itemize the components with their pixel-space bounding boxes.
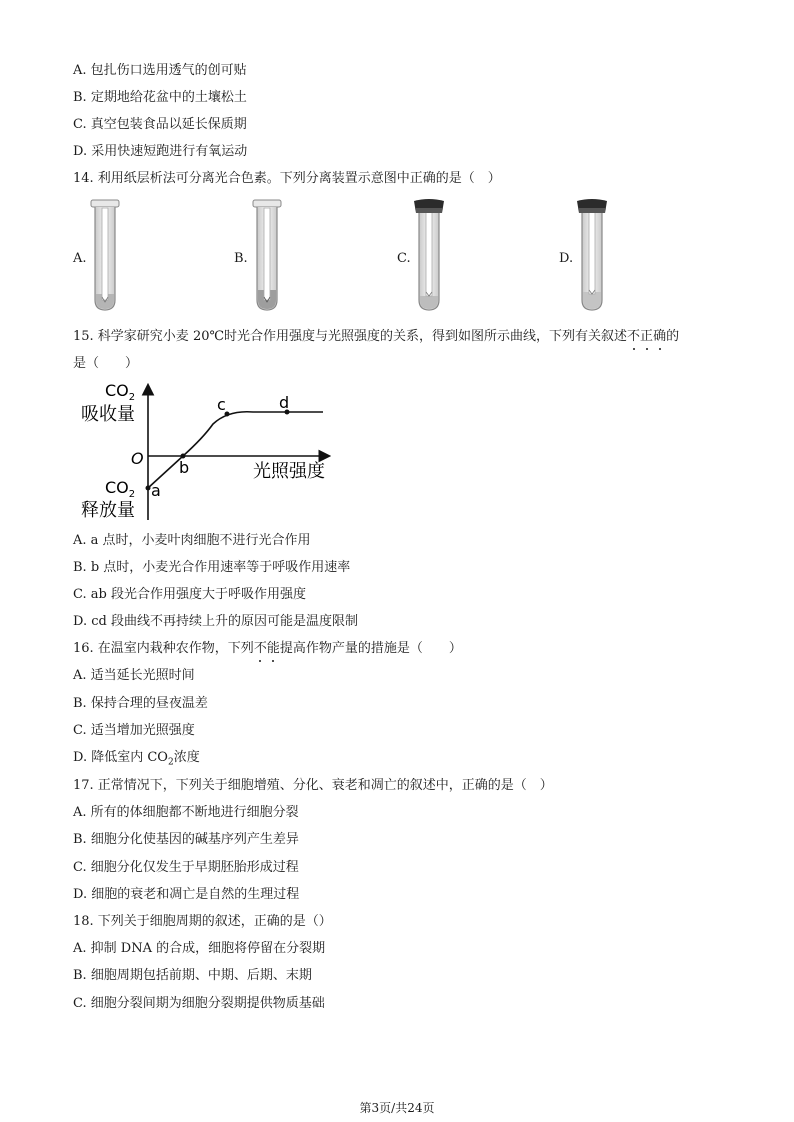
q13-option-b: B. 定期地给花盆中的土壤松土 [73,90,247,105]
q15-origin-label: O [131,449,144,468]
q15-stem-line1 [73,329,679,345]
q15-graph [73,380,343,522]
q15-point-a [146,486,151,491]
q16-option-d-sub: 2 [167,757,174,768]
q15-option-c: C. ab 段光合作用强度大于呼吸作用强度 [73,587,306,602]
q16-option-c: C. 适当增加光照强度 [73,723,195,738]
q15-label-a: a [151,481,161,500]
q14-tube-b [250,198,284,316]
q18-option-a: A. 抑制 DNA 的合成，细胞将停留在分裂期 [73,941,326,956]
q13-option-c: C. 真空包装食品以延长保质期 [73,117,247,132]
q15-emph-2: 正 [640,329,654,344]
q14-label-b: B. [234,251,248,266]
q16-stem [73,641,462,657]
q14-tube-c [411,198,447,316]
q15-option-d: D. cd 段曲线不再持续上升的原因可能是温度限制 [73,614,358,629]
q15-y-top-co: $CO_2$ [105,381,136,403]
q18-option-c: C. 细胞分裂间期为细胞分裂期提供物质基础 [73,996,325,1011]
q14-stem: 14. 利用纸层析法可分离光合色素。下列分离装置示意图中正确的是（ ） [73,171,501,186]
q15-y-top-label: 吸收量 [81,404,135,425]
q18-stem: 18. 下列关于细胞周期的叙述，正确的是（） [73,914,332,929]
q16-option-b: B. 保持合理的昼夜温差 [73,696,208,711]
q17-option-a: A. 所有的体细胞都不断地进行细胞分裂 [73,805,299,820]
q14-label-a: A. [73,251,87,266]
q16-option-a: A. 适当延长光照时间 [73,668,195,683]
q16-option-d [73,750,200,771]
q15-emph-1: 不 [627,329,641,344]
q16-stem-after: 提高作物产量的措施是（ ） [279,641,462,656]
q14-tube-d [574,198,610,316]
q14-label-d: D. [559,251,574,266]
q15-x-label: 光照强度 [253,461,325,482]
page-footer: 第3页/共24页 [359,1101,435,1115]
q15-label-b: b [179,458,190,477]
q17-option-b: B. 细胞分化使基因的碱基序列产生差异 [73,832,299,847]
q15-option-a: A. a 点时，小麦叶肉细胞不进行光合作用 [73,533,311,548]
q13-option-d: D. 采用快速短跑进行有氧运动 [73,144,248,159]
q15-y-bottom-co: $CO_2$ [105,478,136,500]
q15-label-d: d [279,393,290,412]
q15-label-c: c [217,395,226,414]
q18-option-b: B. 细胞周期包括前期、中期、后期、末期 [73,968,312,983]
q14-tube-a [88,198,122,316]
q14-label-c: C. [397,251,411,266]
q15-emph-3: 确 [653,329,667,344]
q15-stem-line2: 是（ ） [73,356,139,371]
q15-y-bottom-label: 释放量 [81,500,135,521]
q15-stem-before: 15. 科学家研究小麦 20℃时光合作用强度与光照强度的关系，得到如图所示曲线，下列有关叙述 [73,329,628,344]
q16-emph-2: 能 [266,641,280,656]
q16-option-d-text: D. 降低室内 CO [73,750,168,765]
q16-stem-before: 16. 在温室内栽种农作物，下列 [73,641,254,656]
q17-option-c: C. 细胞分化仅发生于早期胚胎形成过程 [73,860,299,875]
q17-stem: 17. 正常情况下，下列关于细胞增殖、分化、衰老和凋亡的叙述中，正确的是（ ） [73,778,553,793]
q15-stem-after: 的 [666,329,680,344]
q16-emph-1: 不 [253,641,267,656]
q16-option-d-after: 浓度 [173,750,200,765]
q13-option-a: A. 包扎伤口选用透气的创可贴 [73,63,247,78]
q15-option-b: B. b 点时，小麦光合作用速率等于呼吸作用速率 [73,560,351,575]
q17-option-d: D. 细胞的衰老和凋亡是自然的生理过程 [73,887,300,902]
